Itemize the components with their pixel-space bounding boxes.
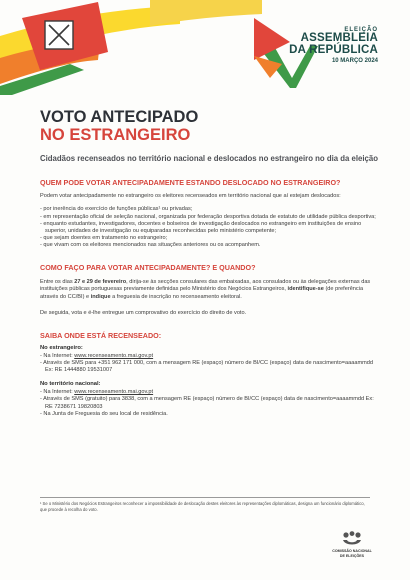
national-list [40, 389, 378, 418]
election-title [289, 27, 378, 64]
ballot-x-icon [44, 20, 74, 50]
footnote-divider [40, 497, 370, 498]
cne-logo-line2: DE ELEIÇÕES [339, 553, 365, 558]
text-run: , dirija-se às secções consulares das embaixadas, aos consulados ou às delegações externas das instituições públicas portuguesas previamente definidas pelo Ministério dos Negócios Estrangeiros, [40, 278, 371, 293]
election-name-line2: DA REPÚBLICA [289, 43, 378, 56]
section-how-receipt: De seguida, vota e é-lhe entregue um comprovativo do exercício do direito de voto. [40, 310, 247, 317]
list-item [40, 389, 378, 396]
cne-logo-line1: COMISSÃO NACIONAL [332, 549, 372, 553]
page-title-line2: NO ESTRANGEIRO [40, 126, 191, 144]
abroad-list [40, 353, 378, 375]
text-run: a freguesia de inscrição no recenseamento eleitoral. [110, 293, 242, 300]
national-label: No território nacional: [40, 380, 101, 387]
section-how-heading: COMO FAÇO PARA VOTAR ANTECIPADAMENTE? E QUANDO? [40, 262, 256, 272]
list-item: - enquanto estudantes, investigadores, docentes e bolseiros de investigação deslocados no estrangeiro em instituições de ensino superior, unidades de investigação ou equiparadas reconhecidas pelo ministério competente; [40, 221, 378, 235]
list-item: - em representação oficial de seleção nacional, organizada por federação desportiva dotada de estatuto de utilidade pública desportiva; [40, 214, 378, 221]
voting-dates: 27 e 29 de fevereiro [74, 278, 127, 285]
abroad-label: No estrangeiro: [40, 344, 83, 351]
recenseamento-link[interactable]: www.recenseamento.mai.gov.pt [74, 353, 154, 360]
list-item: - por inerência do exercício de funções públicas¹ ou privadas; [40, 206, 378, 213]
page-subtitle: Cidadãos recenseados no território nacional e deslocados no estrangeiro no dia da eleição [40, 154, 378, 163]
cne-logo [328, 531, 376, 565]
text-run: Na Internet: [43, 389, 75, 396]
indicate-emphasis: indique [90, 293, 111, 300]
page-title-line1: VOTO ANTECIPADO [40, 108, 199, 126]
list-item [40, 353, 378, 360]
eligibility-list [40, 206, 378, 249]
recenseamento-link[interactable]: www.recenseamento.mai.gov.pt [74, 389, 154, 396]
list-item: - Através de SMS para +351 962 171 000, com a mensagem RE (espaço) número de BI/CC (espaço) data de nascimento=aaaammdd Ex: RE 1444880 19531007 [40, 360, 378, 374]
section-who-intro: Podem votar antecipadamente no estrangeiro os eleitores recenseados em território nacional que aí estejam deslocados: [40, 192, 341, 199]
main-content [40, 108, 378, 418]
section-how-paragraph [40, 279, 378, 302]
election-kicker: ELEIÇÃO [344, 27, 378, 33]
section-where-heading: SAIBA ONDE ESTÁ RECENSEADO: [40, 330, 162, 340]
text-run: Na Internet: [43, 353, 75, 360]
identify-emphasis: identifique-se [287, 286, 324, 293]
list-item: - Na Junta de Freguesia do seu local de residência. [40, 411, 378, 418]
text-run: Entre os dias [40, 278, 75, 285]
section-who-heading: QUEM PODE VOTAR ANTECIPADAMENTE ESTANDO DESLOCADO NO ESTRANGEIRO? [40, 177, 341, 187]
cne-logo-icon [342, 531, 362, 547]
cne-logo-text [328, 549, 376, 558]
footnote: ¹ Se o Ministério dos Negócios Estrangeiros reconhecer a impossibilidade de deslocação destes eleitores às representações diplomáticas, designa um funcionário diplomático, que procede à recolha do voto. [40, 501, 365, 512]
list-item: - que vivam com os eleitores mencionados nas situações anteriores ou os acompanhem. [40, 242, 378, 249]
election-name-line1: ASSEMBLEIA [300, 32, 378, 44]
list-item: - Através de SMS (gratuito) para 3838, com a mensagem RE (espaço) número de BI/CC (espaço) data de nascimento=aaaammdd Ex: RE 7238671 19820803 [40, 396, 378, 410]
election-banner [0, 0, 410, 95]
list-item: - que sejam doentes em tratamento no estrangeiro; [40, 235, 378, 242]
election-date: 10 MARÇO 2024 [331, 58, 378, 64]
text-run: (de preferência através do CC/BI) e [40, 286, 364, 300]
page-title [40, 108, 378, 144]
